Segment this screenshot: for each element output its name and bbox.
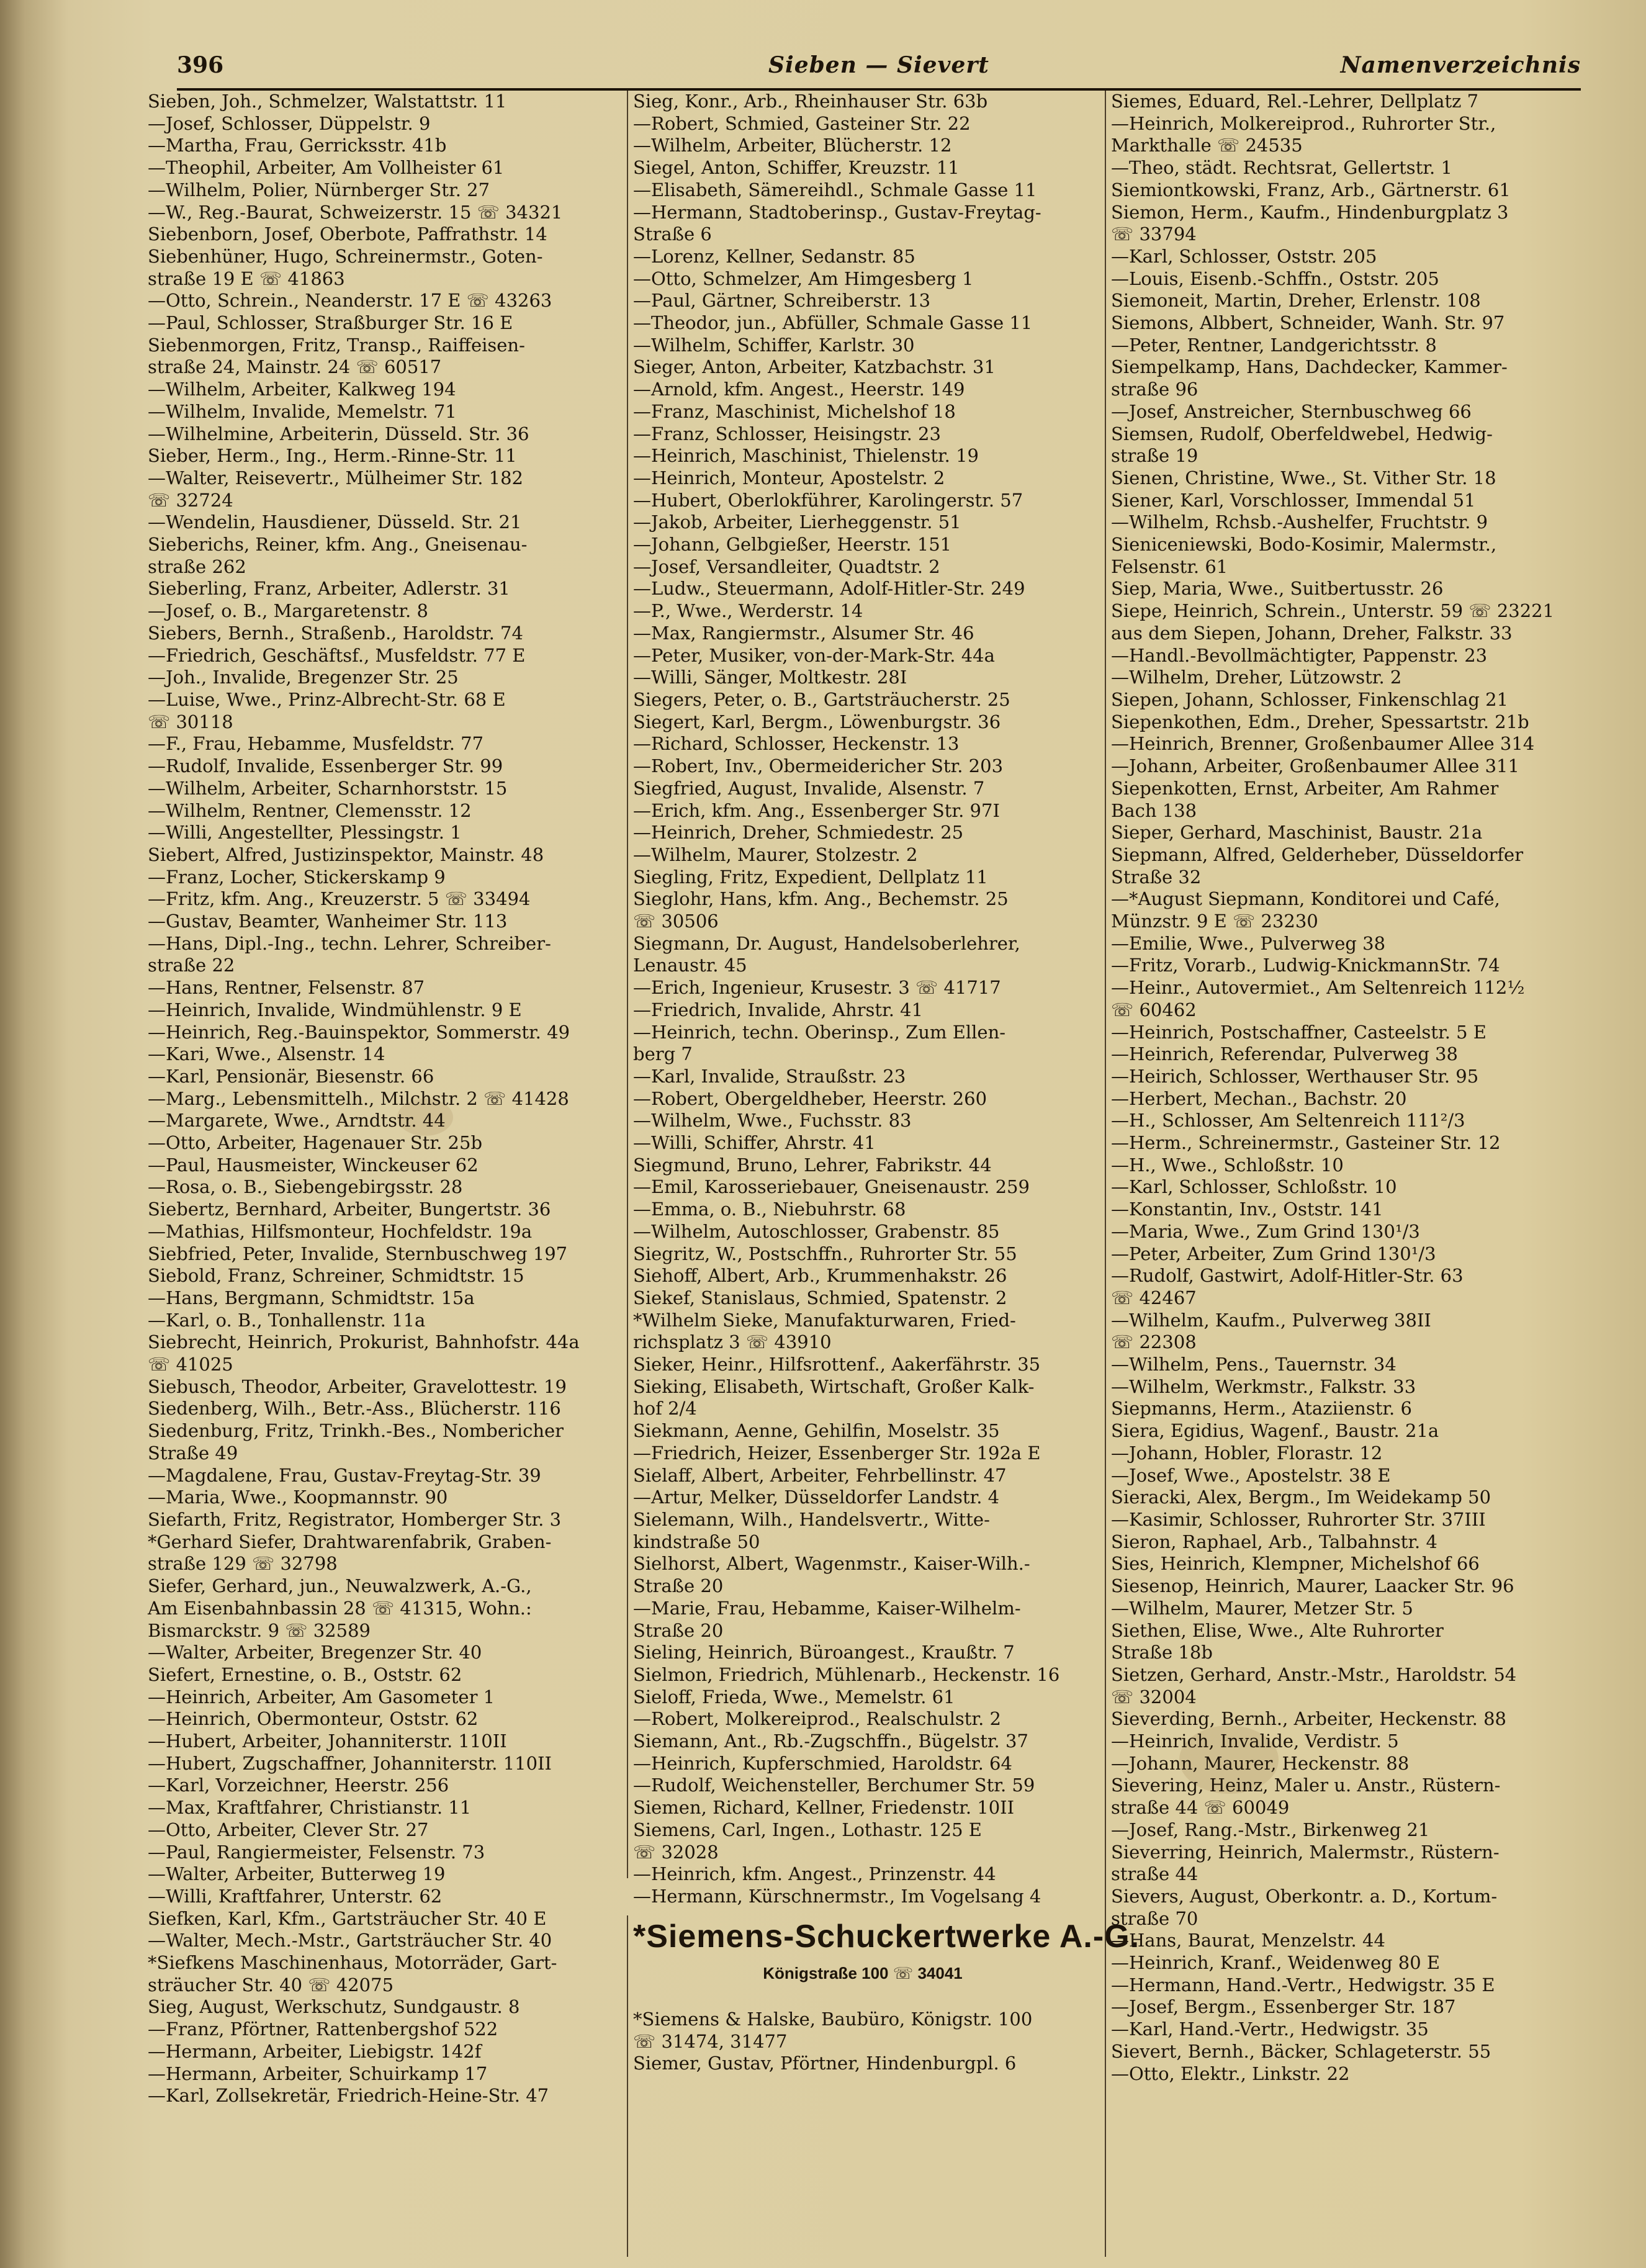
directory-entry-line: —Gustav, Beamter, Wanheimer Str. 113 bbox=[148, 911, 508, 932]
directory-entry-line: —Artur, Melker, Düsseldorfer Landstr. 4 bbox=[633, 1487, 1000, 1508]
directory-entry-line: —Walter, Arbeiter, Butterweg 19 bbox=[148, 1863, 446, 1885]
directory-entry-line: Sieker, Heinr., Hilfsrottenf., Aakerfährstr. 35 bbox=[633, 1354, 1041, 1375]
directory-entry-line: —Heinrich, Molkereiprod., Ruhrorter Str., bbox=[1111, 112, 1496, 134]
directory-entry-line: Siesenop, Heinrich, Maurer, Laacker Str. 96 bbox=[1111, 1575, 1514, 1597]
directory-entry-line: —Wilhelm, Dreher, Lützowstr. 2 bbox=[1111, 667, 1402, 688]
directory-entry-line: —Rosa, o. B., Siebengebirgsstr. 28 bbox=[148, 1176, 463, 1198]
directory-entry-line: —Hans, Baurat, Menzelstr. 44 bbox=[1111, 1930, 1385, 1951]
directory-entry-line: —Heinrich, Reg.-Bauinspektor, Sommerstr. 49 bbox=[148, 1021, 570, 1043]
directory-entry-line: —Hermann, Hand.-Vertr., Hedwigstr. 35 E bbox=[1111, 1974, 1495, 1996]
directory-entry-line: Siera, Egidius, Wagenf., Baustr. 21a bbox=[1111, 1420, 1439, 1442]
directory-entry-line: —Hermann, Arbeiter, Schuirkamp 17 bbox=[148, 2063, 488, 2084]
directory-entry-line: ☏ 31474, 31477 bbox=[633, 2030, 788, 2052]
directory-entry-line: —Wilhelm, Polier, Nürnberger Str. 27 bbox=[148, 179, 490, 200]
advertisement-siemens bbox=[627, 1915, 1140, 2009]
directory-entry-line: straße 96 bbox=[1111, 379, 1199, 400]
directory-entry-line: —Heinr., Autovermiet., Am Seltenreich 112½ bbox=[1111, 977, 1525, 999]
directory-entry-line: Siener, Karl, Vorschlosser, Immendal 51 bbox=[1111, 489, 1476, 511]
directory-entry-line: —Louis, Eisenb.-Schffn., Oststr. 205 bbox=[1111, 268, 1439, 289]
directory-entry-line: Siepmanns, Herm., Ataziienstr. 6 bbox=[1111, 1398, 1412, 1420]
directory-entry-line: Siekmann, Aenne, Gehilfin, Moselstr. 35 bbox=[633, 1420, 1000, 1442]
directory-entry-line: —Rudolf, Gastwirt, Adolf-Hitler-Str. 63 bbox=[1111, 1265, 1464, 1287]
directory-entry-line: —Otto, Schrein., Neanderstr. 17 E ☏ 43263 bbox=[148, 290, 552, 312]
directory-entry-line: Sieberichs, Reiner, kfm. Ang., Gneisenau- bbox=[148, 534, 528, 556]
directory-entry-line: Siebusch, Theodor, Arbeiter, Gravelottestr. 19 bbox=[148, 1375, 567, 1397]
directory-entry-line: —Hans, Bergmann, Schmidtstr. 15a bbox=[148, 1287, 475, 1308]
directory-entry-line: —Hans, Rentner, Felsenstr. 87 bbox=[148, 977, 425, 999]
directory-entry-line: Markthalle ☏ 24535 bbox=[1111, 135, 1303, 156]
directory-entry-line: Siepen, Johann, Schlosser, Finkenschlag 21 bbox=[1111, 688, 1509, 710]
page-number: 396 bbox=[177, 52, 224, 78]
directory-entry-line: —Johann, Maurer, Heckenstr. 88 bbox=[1111, 1752, 1410, 1774]
directory-entry-line: —Heinrich, kfm. Angest., Prinzenstr. 44 bbox=[633, 1863, 996, 1885]
directory-entry-line: —Joh., Invalide, Bregenzer Str. 25 bbox=[148, 667, 459, 688]
directory-entry-line: *Siemens & Halske, Baubüro, Königstr. 100 bbox=[633, 2009, 1033, 2030]
directory-entry-line: ☏ 60462 bbox=[1111, 999, 1197, 1020]
directory-entry-line: straße 19 bbox=[1111, 445, 1199, 467]
directory-entry-line: —Rudolf, Invalide, Essenberger Str. 99 bbox=[148, 755, 503, 777]
directory-entry-line: —Robert, Inv., Obermeidericher Str. 203 bbox=[633, 755, 1004, 777]
directory-entry-line: —Friedrich, Invalide, Ahrstr. 41 bbox=[633, 999, 924, 1020]
directory-entry-line: —Willi, Sänger, Moltkestr. 28I bbox=[633, 667, 907, 688]
directory-entry-line: —Kari, Wwe., Alsenstr. 14 bbox=[148, 1043, 385, 1065]
directory-entry-line: —Willi, Schiffer, Ahrstr. 41 bbox=[633, 1132, 876, 1154]
directory-entry-line: —Wilhelm, Maurer, Stolzestr. 2 bbox=[633, 844, 918, 865]
directory-entry-line: Siebfried, Peter, Invalide, Sternbuschweg 197 bbox=[148, 1243, 568, 1264]
directory-entry-line: Straße 20 bbox=[633, 1575, 724, 1597]
directory-entry-line: Siegritz, W., Postschffn., Ruhrorter Str. 55 bbox=[633, 1243, 1017, 1264]
directory-entry-line: —Wilhelm, Arbeiter, Blücherstr. 12 bbox=[633, 135, 952, 156]
directory-entry-line: —Arnold, kfm. Angest., Heerstr. 149 bbox=[633, 379, 965, 400]
directory-entry-line: Siempelkamp, Hans, Dachdecker, Kammer- bbox=[1111, 356, 1508, 378]
directory-entry-line: Sieglohr, Hans, kfm. Ang., Bechemstr. 25 bbox=[633, 888, 1009, 910]
directory-entry-line: Siefken, Karl, Kfm., Gartsträucher Str. 40 E bbox=[148, 1907, 547, 1929]
directory-entry-line: —F., Frau, Hebamme, Musfeldstr. 77 bbox=[148, 733, 484, 755]
directory-entry-line: Sieking, Elisabeth, Wirtschaft, Großer Kalk- bbox=[633, 1375, 1035, 1397]
directory-entry-line: Siethen, Elise, Wwe., Alte Ruhrorter bbox=[1111, 1619, 1444, 1641]
directory-entry-line: Siemann, Ant., Rb.-Zugschffn., Bügelstr. 37 bbox=[633, 1730, 1028, 1752]
column-right bbox=[1105, 91, 1583, 2257]
directory-entry-line: —Heinrich, techn. Oberinsp., Zum Ellen- bbox=[633, 1021, 1006, 1043]
directory-entry-line: —Heinrich, Kupferschmied, Haroldstr. 64 bbox=[633, 1752, 1012, 1774]
directory-entry-line: —Rudolf, Weichensteller, Berchumer Str. 59 bbox=[633, 1775, 1035, 1796]
directory-entry-line: Siemsen, Rudolf, Oberfeldwebel, Hedwig- bbox=[1111, 423, 1493, 444]
directory-entry-line: —H., Wwe., Schloßstr. 10 bbox=[1111, 1154, 1344, 1176]
directory-entry-line: Siekef, Stanislaus, Schmied, Spatenstr. 2 bbox=[633, 1287, 1007, 1308]
directory-entry-line: —Heinrich, Dreher, Schmiedestr. 25 bbox=[633, 822, 964, 844]
directory-entry-line: —Luise, Wwe., Prinz-Albrecht-Str. 68 E bbox=[148, 688, 506, 710]
directory-entry-line: —P., Wwe., Werderstr. 14 bbox=[633, 600, 863, 622]
directory-entry-line: —Marg., Lebensmittelh., Milchstr. 2 ☏ 41428 bbox=[148, 1087, 569, 1109]
directory-entry-line: —Karl, Zollsekretär, Friedrich-Heine-Str. 47 bbox=[148, 2085, 549, 2107]
directory-entry-line: —Wilhelm, Autoschlosser, Grabenstr. 85 bbox=[633, 1220, 1000, 1242]
directory-entry-line: —Franz, Locher, Stickerskamp 9 bbox=[148, 866, 446, 888]
directory-entry-line: straße 24, Mainstr. 24 ☏ 60517 bbox=[148, 356, 442, 378]
directory-entry-line: —Karl, Vorzeichner, Heerstr. 256 bbox=[148, 1775, 449, 1796]
directory-entry-line: —Emilie, Wwe., Pulverweg 38 bbox=[1111, 932, 1386, 954]
directory-entry-line: —Jakob, Arbeiter, Lierheggenstr. 51 bbox=[633, 511, 961, 533]
directory-entry-line: Siedenburg, Fritz, Trinkh.-Bes., Nombericher bbox=[148, 1420, 564, 1442]
directory-entry-line: —Richard, Schlosser, Heckenstr. 13 bbox=[633, 733, 960, 755]
directory-entry-line: Sielhorst, Albert, Wagenmstr., Kaiser-Wilh.- bbox=[633, 1553, 1030, 1575]
page-header bbox=[177, 48, 1581, 91]
directory-entry-line: *Siefkens Maschinenhaus, Motorräder, Gart- bbox=[148, 1952, 557, 1974]
directory-entry-line: —Peter, Arbeiter, Zum Grind 130¹/3 bbox=[1111, 1243, 1436, 1264]
directory-entry-line: straße 44 ☏ 60049 bbox=[1111, 1797, 1290, 1819]
directory-entry-line: Sielemann, Wilh., Handelsvertr., Witte- bbox=[633, 1509, 990, 1530]
directory-entry-line: —Otto, Elektr., Linkstr. 22 bbox=[1111, 2063, 1350, 2084]
directory-entry-line: —Herm., Schreinermstr., Gasteiner Str. 12 bbox=[1111, 1132, 1501, 1154]
column-middle-after-ad bbox=[627, 2009, 1092, 2257]
directory-entry-line: —Theophil, Arbeiter, Am Vollheister 61 bbox=[148, 157, 505, 179]
directory-entry-line: Siemens, Carl, Ingen., Lothastr. 125 E bbox=[633, 1819, 982, 1840]
directory-entry-line: Siegling, Fritz, Expedient, Dellplatz 11 bbox=[633, 866, 988, 888]
directory-entry-line: Sies, Heinrich, Klempner, Michelshof 66 bbox=[1111, 1553, 1480, 1575]
section-title: Namenverzeichnis bbox=[1340, 52, 1581, 78]
directory-entry-line: ☏ 30506 bbox=[633, 911, 719, 932]
directory-entry-line: Sievert, Bernh., Bäcker, Schlageterstr. 55 bbox=[1111, 2040, 1491, 2062]
directory-entry-line: Sieper, Gerhard, Maschinist, Baustr. 21a bbox=[1111, 822, 1483, 844]
directory-entry-line: Bach 138 bbox=[1111, 799, 1197, 821]
directory-entry-line: —Heinrich, Invalide, Verdistr. 5 bbox=[1111, 1730, 1399, 1752]
directory-entry-line: Siegmund, Bruno, Lehrer, Fabrikstr. 44 bbox=[633, 1154, 992, 1176]
directory-entry-line: Felsenstr. 61 bbox=[1111, 556, 1228, 577]
directory-entry-line: —Hubert, Oberlokführer, Karolingerstr. 57 bbox=[633, 489, 1023, 511]
directory-entry-line: —Herbert, Mechan., Bachstr. 20 bbox=[1111, 1087, 1407, 1109]
directory-entry-line: —Wilhelm, Arbeiter, Kalkweg 194 bbox=[148, 379, 456, 400]
directory-entry-line: —Paul, Hausmeister, Winckeuser 62 bbox=[148, 1154, 479, 1176]
directory-entry-line: Sieberling, Franz, Arbeiter, Adlerstr. 31 bbox=[148, 578, 510, 600]
directory-entry-line: Siepe, Heinrich, Schrein., Unterstr. 59 ☏ 23221 bbox=[1111, 600, 1555, 622]
column-left bbox=[148, 91, 612, 2257]
directory-entry-line: —Robert, Schmied, Gasteiner Str. 22 bbox=[633, 112, 971, 134]
ad-company-name: *Siemens-Schuckertwerke A.-G. bbox=[633, 1919, 1140, 1955]
directory-entry-line: —Hermann, Kürschnermstr., Im Vogelsang 4 bbox=[633, 1885, 1041, 1907]
directory-entry-line: —Heinrich, Monteur, Apostelstr. 2 bbox=[633, 467, 945, 488]
directory-entry-line: —Maria, Wwe., Koopmannstr. 90 bbox=[148, 1487, 448, 1508]
directory-entry-line: —Karl, Schlosser, Schloßstr. 10 bbox=[1111, 1176, 1397, 1198]
directory-entry-line: —Wilhelm, Arbeiter, Scharnhorststr. 15 bbox=[148, 777, 508, 799]
directory-entry-line: —Konstantin, Inv., Oststr. 141 bbox=[1111, 1199, 1383, 1220]
directory-entry-line: Siemon, Herm., Kaufm., Hindenburgplatz 3 bbox=[1111, 201, 1509, 223]
directory-entry-line: straße 262 bbox=[148, 556, 246, 577]
directory-entry-line: Sieverring, Heinrich, Malermstr., Rüstern- bbox=[1111, 1841, 1500, 1863]
directory-entry-line: —Hubert, Zugschaffner, Johanniterstr. 110II bbox=[148, 1752, 552, 1774]
directory-entry-line: straße 22 bbox=[148, 955, 235, 976]
directory-entry-line: —Heinrich, Postschaffner, Casteelstr. 5 E bbox=[1111, 1021, 1486, 1043]
directory-entry-line: —Peter, Musiker, von-der-Mark-Str. 44a bbox=[633, 644, 995, 666]
directory-entry-line: —Wilhelm, Werkmstr., Falkstr. 33 bbox=[1111, 1375, 1416, 1397]
directory-entry-line: —Robert, Obergeldheber, Heerstr. 260 bbox=[633, 1087, 987, 1109]
directory-entry-line: —Wilhelm, Maurer, Metzer Str. 5 bbox=[1111, 1597, 1413, 1619]
directory-entry-line: ☏ 33794 bbox=[1111, 223, 1197, 245]
directory-entry-line: Sieniceniewski, Bodo-Kosimir, Malermstr., bbox=[1111, 534, 1497, 556]
directory-entry-line: Sieben, Joh., Schmelzer, Walstattstr. 11 bbox=[148, 91, 507, 112]
directory-entry-line: —Wendelin, Hausdiener, Düsseld. Str. 21 bbox=[148, 511, 522, 533]
directory-entry-line: —Magdalene, Frau, Gustav-Freytag-Str. 39 bbox=[148, 1464, 541, 1486]
directory-entry-line: —Walter, Reisevertr., Mülheimer Str. 182 bbox=[148, 467, 523, 488]
directory-entry-line: —Hans, Dipl.-Ing., techn. Lehrer, Schreiber- bbox=[148, 932, 551, 954]
directory-entry-line: Siebrecht, Heinrich, Prokurist, Bahnhofstr. 44a bbox=[148, 1331, 580, 1353]
directory-entry-line: —Heinrich, Kranf., Weidenweg 80 E bbox=[1111, 1952, 1441, 1974]
directory-entry-line: —Hermann, Stadtoberinsp., Gustav-Freytag- bbox=[633, 201, 1041, 223]
directory-entry-line: —Erich, Ingenieur, Krusestr. 3 ☏ 41717 bbox=[633, 977, 1001, 999]
directory-entry-line: —Theodor, jun., Abfüller, Schmale Gasse 11 bbox=[633, 312, 1033, 334]
directory-entry-line: ☏ 42467 bbox=[1111, 1287, 1197, 1308]
directory-entry-line: —Marie, Frau, Hebamme, Kaiser-Wilhelm- bbox=[633, 1597, 1021, 1619]
directory-entry-line: Siebertz, Bernhard, Arbeiter, Bungertstr. 36 bbox=[148, 1199, 551, 1220]
directory-entry-line: —Erich, kfm. Ang., Essenberger Str. 97I bbox=[633, 799, 1000, 821]
directory-entry-line: —Wilhelm, Invalide, Memelstr. 71 bbox=[148, 400, 457, 422]
directory-entry-line: Siegert, Karl, Bergm., Löwenburgstr. 36 bbox=[633, 711, 1001, 732]
directory-entry-line: —Fritz, kfm. Ang., Kreuzerstr. 5 ☏ 33494 bbox=[148, 888, 531, 910]
directory-entry-line: Sieracki, Alex, Bergm., Im Weidekamp 50 bbox=[1111, 1487, 1491, 1508]
directory-entry-line: —Hubert, Arbeiter, Johanniterstr. 110II bbox=[148, 1730, 507, 1752]
directory-entry-line: Siebenmorgen, Fritz, Transp., Raiffeisen- bbox=[148, 334, 525, 356]
directory-entry-line: ☏ 32004 bbox=[1111, 1686, 1197, 1708]
directory-entry-line: straße 129 ☏ 32798 bbox=[148, 1553, 338, 1575]
directory-entry-line: —Josef, Schlosser, Düppelstr. 9 bbox=[148, 112, 431, 134]
directory-entry-line: —Franz, Schlosser, Heisingstr. 23 bbox=[633, 423, 941, 444]
directory-entry-line: Siepenkotten, Ernst, Arbeiter, Am Rahmer bbox=[1111, 777, 1499, 799]
directory-entry-line: —Heirich, Schlosser, Werthauser Str. 95 bbox=[1111, 1065, 1479, 1087]
directory-entry-line: —Peter, Rentner, Landgerichtsstr. 8 bbox=[1111, 334, 1437, 356]
directory-entry-line: Siemer, Gustav, Pförtner, Hindenburgpl. 6 bbox=[633, 2053, 1017, 2074]
directory-entry-line: Sieling, Heinrich, Büroangest., Kraußtr. 7 bbox=[633, 1642, 1015, 1663]
directory-entry-line: ☏ 22308 bbox=[1111, 1331, 1197, 1353]
directory-entry-line: —Karl, Schlosser, Oststr. 205 bbox=[1111, 245, 1377, 267]
directory-entry-line: —Martha, Frau, Gerricksstr. 41b bbox=[148, 135, 447, 156]
directory-entry-line: —Friedrich, Heizer, Essenberger Str. 192a E bbox=[633, 1442, 1041, 1464]
directory-entry-line: Siebold, Franz, Schreiner, Schmidtstr. 15 bbox=[148, 1265, 524, 1287]
directory-entry-line: —Heinrich, Referendar, Pulverweg 38 bbox=[1111, 1043, 1459, 1065]
directory-entry-line: Sieg, Konr., Arb., Rheinhauser Str. 63b bbox=[633, 91, 988, 112]
directory-entry-line: richsplatz 3 ☏ 43910 bbox=[633, 1331, 832, 1353]
directory-entry-line: —Wilhelm, Rentner, Clemensstr. 12 bbox=[148, 799, 472, 821]
directory-entry-line: Straße 6 bbox=[633, 223, 712, 245]
directory-entry-line: —Otto, Schmelzer, Am Himgesberg 1 bbox=[633, 268, 974, 289]
directory-entry-line: —Maria, Wwe., Zum Grind 130¹/3 bbox=[1111, 1220, 1420, 1242]
directory-entry-line: *Wilhelm Sieke, Manufakturwaren, Fried- bbox=[633, 1309, 1016, 1331]
ad-address: Königstraße 100 ☏ 34041 bbox=[763, 1964, 963, 1982]
directory-entry-line: —Johann, Hobler, Florastr. 12 bbox=[1111, 1442, 1383, 1464]
directory-entry-line: Sieg, August, Werkschutz, Sundgaustr. 8 bbox=[148, 1996, 520, 2018]
directory-entry-line: —Johann, Arbeiter, Großenbaumer Allee 311 bbox=[1111, 755, 1519, 777]
directory-entry-line: Sielaff, Albert, Arbeiter, Fehrbellinstr. 47 bbox=[633, 1464, 1007, 1486]
directory-entry-line: sträucher Str. 40 ☏ 42075 bbox=[148, 1974, 394, 1996]
directory-entry-line: Sienen, Christine, Wwe., St. Vither Str. 18 bbox=[1111, 467, 1496, 488]
directory-entry-line: Siehoff, Albert, Arb., Krummenhakstr. 26 bbox=[633, 1265, 1007, 1287]
directory-entry-line: Bismarckstr. 9 ☏ 32589 bbox=[148, 1619, 371, 1641]
directory-entry-line: Straße 18b bbox=[1111, 1642, 1213, 1663]
directory-entry-line: —Karl, Pensionär, Biesenstr. 66 bbox=[148, 1065, 434, 1087]
directory-entry-line: —Josef, Anstreicher, Sternbuschweg 66 bbox=[1111, 400, 1472, 422]
directory-entry-line: —Wilhelm, Wwe., Fuchsstr. 83 bbox=[633, 1110, 912, 1132]
directory-entry-line: Siemiontkowski, Franz, Arb., Gärtnerstr. 61 bbox=[1111, 179, 1511, 200]
directory-entry-line: *Gerhard Siefer, Drahtwarenfabrik, Graben- bbox=[148, 1531, 552, 1552]
directory-entry-line: Sievering, Heinz, Maler u. Anstr., Rüstern- bbox=[1111, 1775, 1501, 1796]
directory-entry-line: —Josef, Rang.-Mstr., Birkenweg 21 bbox=[1111, 1819, 1430, 1840]
directory-entry-line: Siefarth, Fritz, Registrator, Homberger Str. 3 bbox=[148, 1509, 562, 1530]
directory-entry-line: —Karl, Invalide, Straußstr. 23 bbox=[633, 1065, 906, 1087]
directory-entry-line: Siemes, Eduard, Rel.-Lehrer, Dellplatz 7 bbox=[1111, 91, 1479, 112]
directory-entry-line: —Wilhelm, Kaufm., Pulverweg 38II bbox=[1111, 1309, 1431, 1331]
directory-entry-line: —Otto, Arbeiter, Hagenauer Str. 25b bbox=[148, 1132, 483, 1154]
directory-entry-line: —Heinrich, Arbeiter, Am Gasometer 1 bbox=[148, 1686, 495, 1708]
directory-entry-line: Straße 32 bbox=[1111, 866, 1202, 888]
directory-entry-line: kindstraße 50 bbox=[633, 1531, 760, 1552]
directory-entry-line: Sieber, Herm., Ing., Herm.-Rinne-Str. 11 bbox=[148, 445, 517, 467]
directory-entry-line: —Emil, Karosseriebauer, Gneisenaustr. 259 bbox=[633, 1176, 1030, 1198]
column-middle bbox=[627, 91, 1092, 1907]
directory-entry-line: —Friedrich, Geschäftsf., Musfeldstr. 77 E bbox=[148, 644, 526, 666]
directory-entry-line: Siemons, Albbert, Schneider, Wanh. Str. 97 bbox=[1111, 312, 1505, 334]
directory-entry-line: Münzstr. 9 E ☏ 23230 bbox=[1111, 911, 1318, 932]
running-title: Sieben — Sievert bbox=[768, 52, 989, 78]
directory-entry-line: Siedenberg, Wilh., Betr.-Ass., Blücherstr. 116 bbox=[148, 1398, 561, 1420]
directory-entry-line: —Josef, Wwe., Apostelstr. 38 E bbox=[1111, 1464, 1391, 1486]
directory-entry-line: —Walter, Arbeiter, Bregenzer Str. 40 bbox=[148, 1642, 482, 1663]
directory-entry-line: Siebenborn, Josef, Oberbote, Paffrathstr. 14 bbox=[148, 223, 547, 245]
directory-entry-line: ☏ 30118 bbox=[148, 711, 233, 732]
directory-entry-line: —Max, Kraftfahrer, Christianstr. 11 bbox=[148, 1797, 472, 1819]
directory-entry-line: —Heinrich, Invalide, Windmühlenstr. 9 E bbox=[148, 999, 522, 1020]
directory-entry-line: Straße 20 bbox=[633, 1619, 724, 1641]
directory-entry-line: —Handl.-Bevollmächtigter, Pappenstr. 23 bbox=[1111, 644, 1488, 666]
directory-entry-line: Siemen, Richard, Kellner, Friedenstr. 10II bbox=[633, 1797, 1015, 1819]
directory-entry-line: Siepenkothen, Edm., Dreher, Spessartstr. 21b bbox=[1111, 711, 1529, 732]
directory-entry-line: Siebers, Bernh., Straßenb., Haroldstr. 74 bbox=[148, 622, 523, 644]
directory-entry-line: ☏ 32028 bbox=[633, 1841, 719, 1863]
directory-entry-line: —Hermann, Arbeiter, Liebigstr. 142f bbox=[148, 2040, 482, 2062]
directory-entry-line: Sieron, Raphael, Arb., Talbahnstr. 4 bbox=[1111, 1531, 1437, 1552]
directory-entry-line: —Lorenz, Kellner, Sedanstr. 85 bbox=[633, 245, 915, 267]
directory-entry-line: —Fritz, Vorarb., Ludwig-KnickmannStr. 74 bbox=[1111, 955, 1500, 976]
directory-entry-line: —Robert, Molkereiprod., Realschulstr. 2 bbox=[633, 1708, 1001, 1730]
directory-entry-line: Sievers, August, Oberkontr. a. D., Kortum- bbox=[1111, 1885, 1498, 1907]
directory-entry-line: —Heinrich, Obermonteur, Oststr. 62 bbox=[148, 1708, 479, 1730]
directory-entry-line: —Emma, o. B., Niebuhrstr. 68 bbox=[633, 1199, 906, 1220]
directory-entry-line: —Josef, Bergm., Essenberger Str. 187 bbox=[1111, 1996, 1456, 2018]
directory-entry-line: —Theo, städt. Rechtsrat, Gellertstr. 1 bbox=[1111, 157, 1452, 179]
directory-entry-line: —Kasimir, Schlosser, Ruhrorter Str. 37III bbox=[1111, 1509, 1486, 1530]
directory-entry-line: —Wilhelm, Pens., Tauernstr. 34 bbox=[1111, 1354, 1396, 1375]
directory-entry-line: straße 44 bbox=[1111, 1863, 1199, 1885]
directory-entry-line: straße 70 bbox=[1111, 1907, 1199, 1929]
directory-entry-line: —Wilhelm, Schiffer, Karlstr. 30 bbox=[633, 334, 915, 356]
directory-entry-line: —Wilhelmine, Arbeiterin, Düsseld. Str. 36 bbox=[148, 423, 529, 444]
directory-entry-line: Siefer, Gerhard, jun., Neuwalzwerk, A.-G., bbox=[148, 1575, 532, 1597]
directory-entry-line: aus dem Siepen, Johann, Dreher, Falkstr. 33 bbox=[1111, 622, 1513, 644]
directory-entry-line: —Heinrich, Maschinist, Thielenstr. 19 bbox=[633, 445, 979, 467]
directory-entry-line: Sieverding, Bernh., Arbeiter, Heckenstr. 88 bbox=[1111, 1708, 1506, 1730]
directory-entry-line: Siepmann, Alfred, Gelderheber, Düsseldorfer bbox=[1111, 844, 1524, 865]
directory-entry-line: ☏ 32724 bbox=[148, 489, 233, 511]
directory-entry-line: Sielmon, Friedrich, Mühlenarb., Heckenstr. 16 bbox=[633, 1663, 1060, 1685]
directory-entry-line: Siegel, Anton, Schiffer, Kreuzstr. 11 bbox=[633, 157, 960, 179]
directory-entry-line: Siemoneit, Martin, Dreher, Erlenstr. 108 bbox=[1111, 290, 1481, 312]
directory-entry-line: —*August Siepmann, Konditorei und Café, bbox=[1111, 888, 1500, 910]
directory-entry-line: Am Eisenbahnbassin 28 ☏ 41315, Wohn.: bbox=[148, 1597, 532, 1619]
directory-entry-line: —Willi, Angestellter, Plessingstr. 1 bbox=[148, 822, 462, 844]
directory-entry-line: —Wilhelm, Rchsb.-Aushelfer, Fruchtstr. 9 bbox=[1111, 511, 1488, 533]
directory-entry-line: —Josef, o. B., Margaretenstr. 8 bbox=[148, 600, 428, 622]
directory-entry-line: —Max, Rangiermstr., Alsumer Str. 46 bbox=[633, 622, 974, 644]
directory-entry-line: Sieger, Anton, Arbeiter, Katzbachstr. 31 bbox=[633, 356, 996, 378]
directory-entry-line: —Paul, Schlosser, Straßburger Str. 16 E bbox=[148, 312, 513, 334]
directory-entry-line: —Ludw., Steuermann, Adolf-Hitler-Str. 249 bbox=[633, 578, 1025, 600]
directory-entry-line: Siefert, Ernestine, o. B., Oststr. 62 bbox=[148, 1663, 462, 1685]
directory-entry-line: hof 2/4 bbox=[633, 1398, 697, 1420]
directory-entry-line: straße 19 E ☏ 41863 bbox=[148, 268, 345, 289]
directory-entry-line: —Heinrich, Brenner, Großenbaumer Allee 314 bbox=[1111, 733, 1535, 755]
directory-entry-line: —Paul, Gärtner, Schreiberstr. 13 bbox=[633, 290, 931, 312]
directory-entry-line: —Josef, Versandleiter, Quadtstr. 2 bbox=[633, 556, 940, 577]
directory-entry-line: Siegmann, Dr. August, Handelsoberlehrer, bbox=[633, 932, 1020, 954]
directory-entry-line: Siebenhüner, Hugo, Schreinermstr., Goten- bbox=[148, 245, 543, 267]
directory-entry-line: —Margarete, Wwe., Arndtstr. 44 bbox=[148, 1110, 446, 1132]
directory-entry-line: —W., Reg.-Baurat, Schweizerstr. 15 ☏ 34321 bbox=[148, 201, 563, 223]
directory-entry-line: —Paul, Rangiermeister, Felsenstr. 73 bbox=[148, 1841, 485, 1863]
directory-entry-line: Siegers, Peter, o. B., Gartsträucherstr. 25 bbox=[633, 688, 1010, 710]
directory-entry-line: —H., Schlosser, Am Seltenreich 111²/3 bbox=[1111, 1110, 1465, 1132]
directory-entry-line: Siep, Maria, Wwe., Suitbertusstr. 26 bbox=[1111, 578, 1444, 600]
directory-entry-line: Sieloff, Frieda, Wwe., Memelstr. 61 bbox=[633, 1686, 955, 1708]
directory-entry-line: —Elisabeth, Sämereihdl., Schmale Gasse 11 bbox=[633, 179, 1037, 200]
directory-entry-line: ☏ 41025 bbox=[148, 1354, 233, 1375]
directory-entry-line: Siebert, Alfred, Justizinspektor, Mainstr. 48 bbox=[148, 844, 544, 865]
directory-entry-line: Straße 49 bbox=[148, 1442, 238, 1464]
directory-entry-line: —Mathias, Hilfsmonteur, Hochfeldstr. 19a bbox=[148, 1220, 533, 1242]
directory-entry-line: —Willi, Kraftfahrer, Unterstr. 62 bbox=[148, 1885, 443, 1907]
directory-entry-line: —Franz, Pförtner, Rattenbergshof 522 bbox=[148, 2018, 498, 2040]
directory-entry-line: Siegfried, August, Invalide, Alsenstr. 7 bbox=[633, 777, 985, 799]
directory-entry-line: —Franz, Maschinist, Michelshof 18 bbox=[633, 400, 956, 422]
directory-entry-line: —Johann, Gelbgießer, Heerstr. 151 bbox=[633, 534, 952, 556]
directory-entry-line: —Walter, Mech.-Mstr., Gartsträucher Str. 40 bbox=[148, 1930, 552, 1951]
directory-entry-line: Lenaustr. 45 bbox=[633, 955, 747, 976]
directory-entry-line: berg 7 bbox=[633, 1043, 693, 1065]
directory-entry-line: —Otto, Arbeiter, Clever Str. 27 bbox=[148, 1819, 429, 1840]
directory-entry-line: —Karl, o. B., Tonhallenstr. 11a bbox=[148, 1309, 426, 1331]
directory-entry-line: Sietzen, Gerhard, Anstr.-Mstr., Haroldstr. 54 bbox=[1111, 1663, 1517, 1685]
directory-entry-line: —Karl, Hand.-Vertr., Hedwigstr. 35 bbox=[1111, 2018, 1429, 2040]
